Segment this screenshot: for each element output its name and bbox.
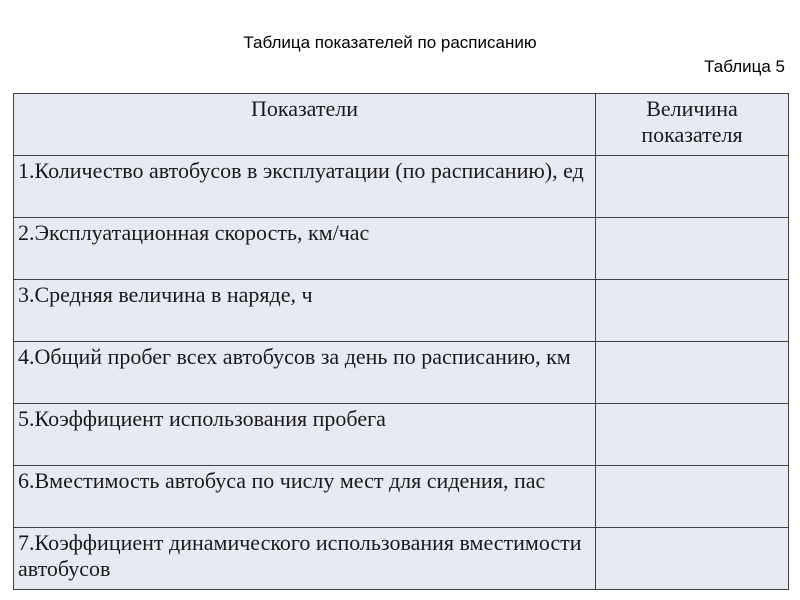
value-cell [596,218,789,280]
value-cell [596,280,789,342]
indicator-cell: 2.Эксплуатационная скорость, км/час [14,218,596,280]
table-row [14,156,789,218]
table-row [14,280,789,342]
value-cell [596,404,789,466]
table-header-row [14,94,789,156]
indicator-cell: 6.Вместимость автобуса по числу мест для сидения, пас [14,466,596,528]
value-cell [596,528,789,590]
table-row [14,218,789,280]
table-row [14,342,789,404]
table-number-label: Таблица 5 [704,57,785,76]
indicator-cell: 7.Коэффициент динамического использования вместимости автобусов [14,528,596,590]
indicator-cell: 3.Средняя величина в наряде, ч [14,280,596,342]
header-value: Величина показателя [596,94,789,156]
header-indicators: Показатели [14,94,596,156]
indicator-cell: 5.Коэффициент использования пробега [14,404,596,466]
table-row [14,466,789,528]
table-row [14,528,789,590]
value-cell [596,342,789,404]
table-row [14,404,789,466]
table-title: Таблица показателей по расписанию [243,33,537,52]
indicator-cell: 4.Общий пробег всех автобусов за день по расписанию, км [14,342,596,404]
value-cell [596,466,789,528]
indicator-cell: 1.Количество автобусов в эксплуатации (по расписанию), ед [14,156,596,218]
value-cell [596,156,789,218]
indicators-table [13,93,789,590]
